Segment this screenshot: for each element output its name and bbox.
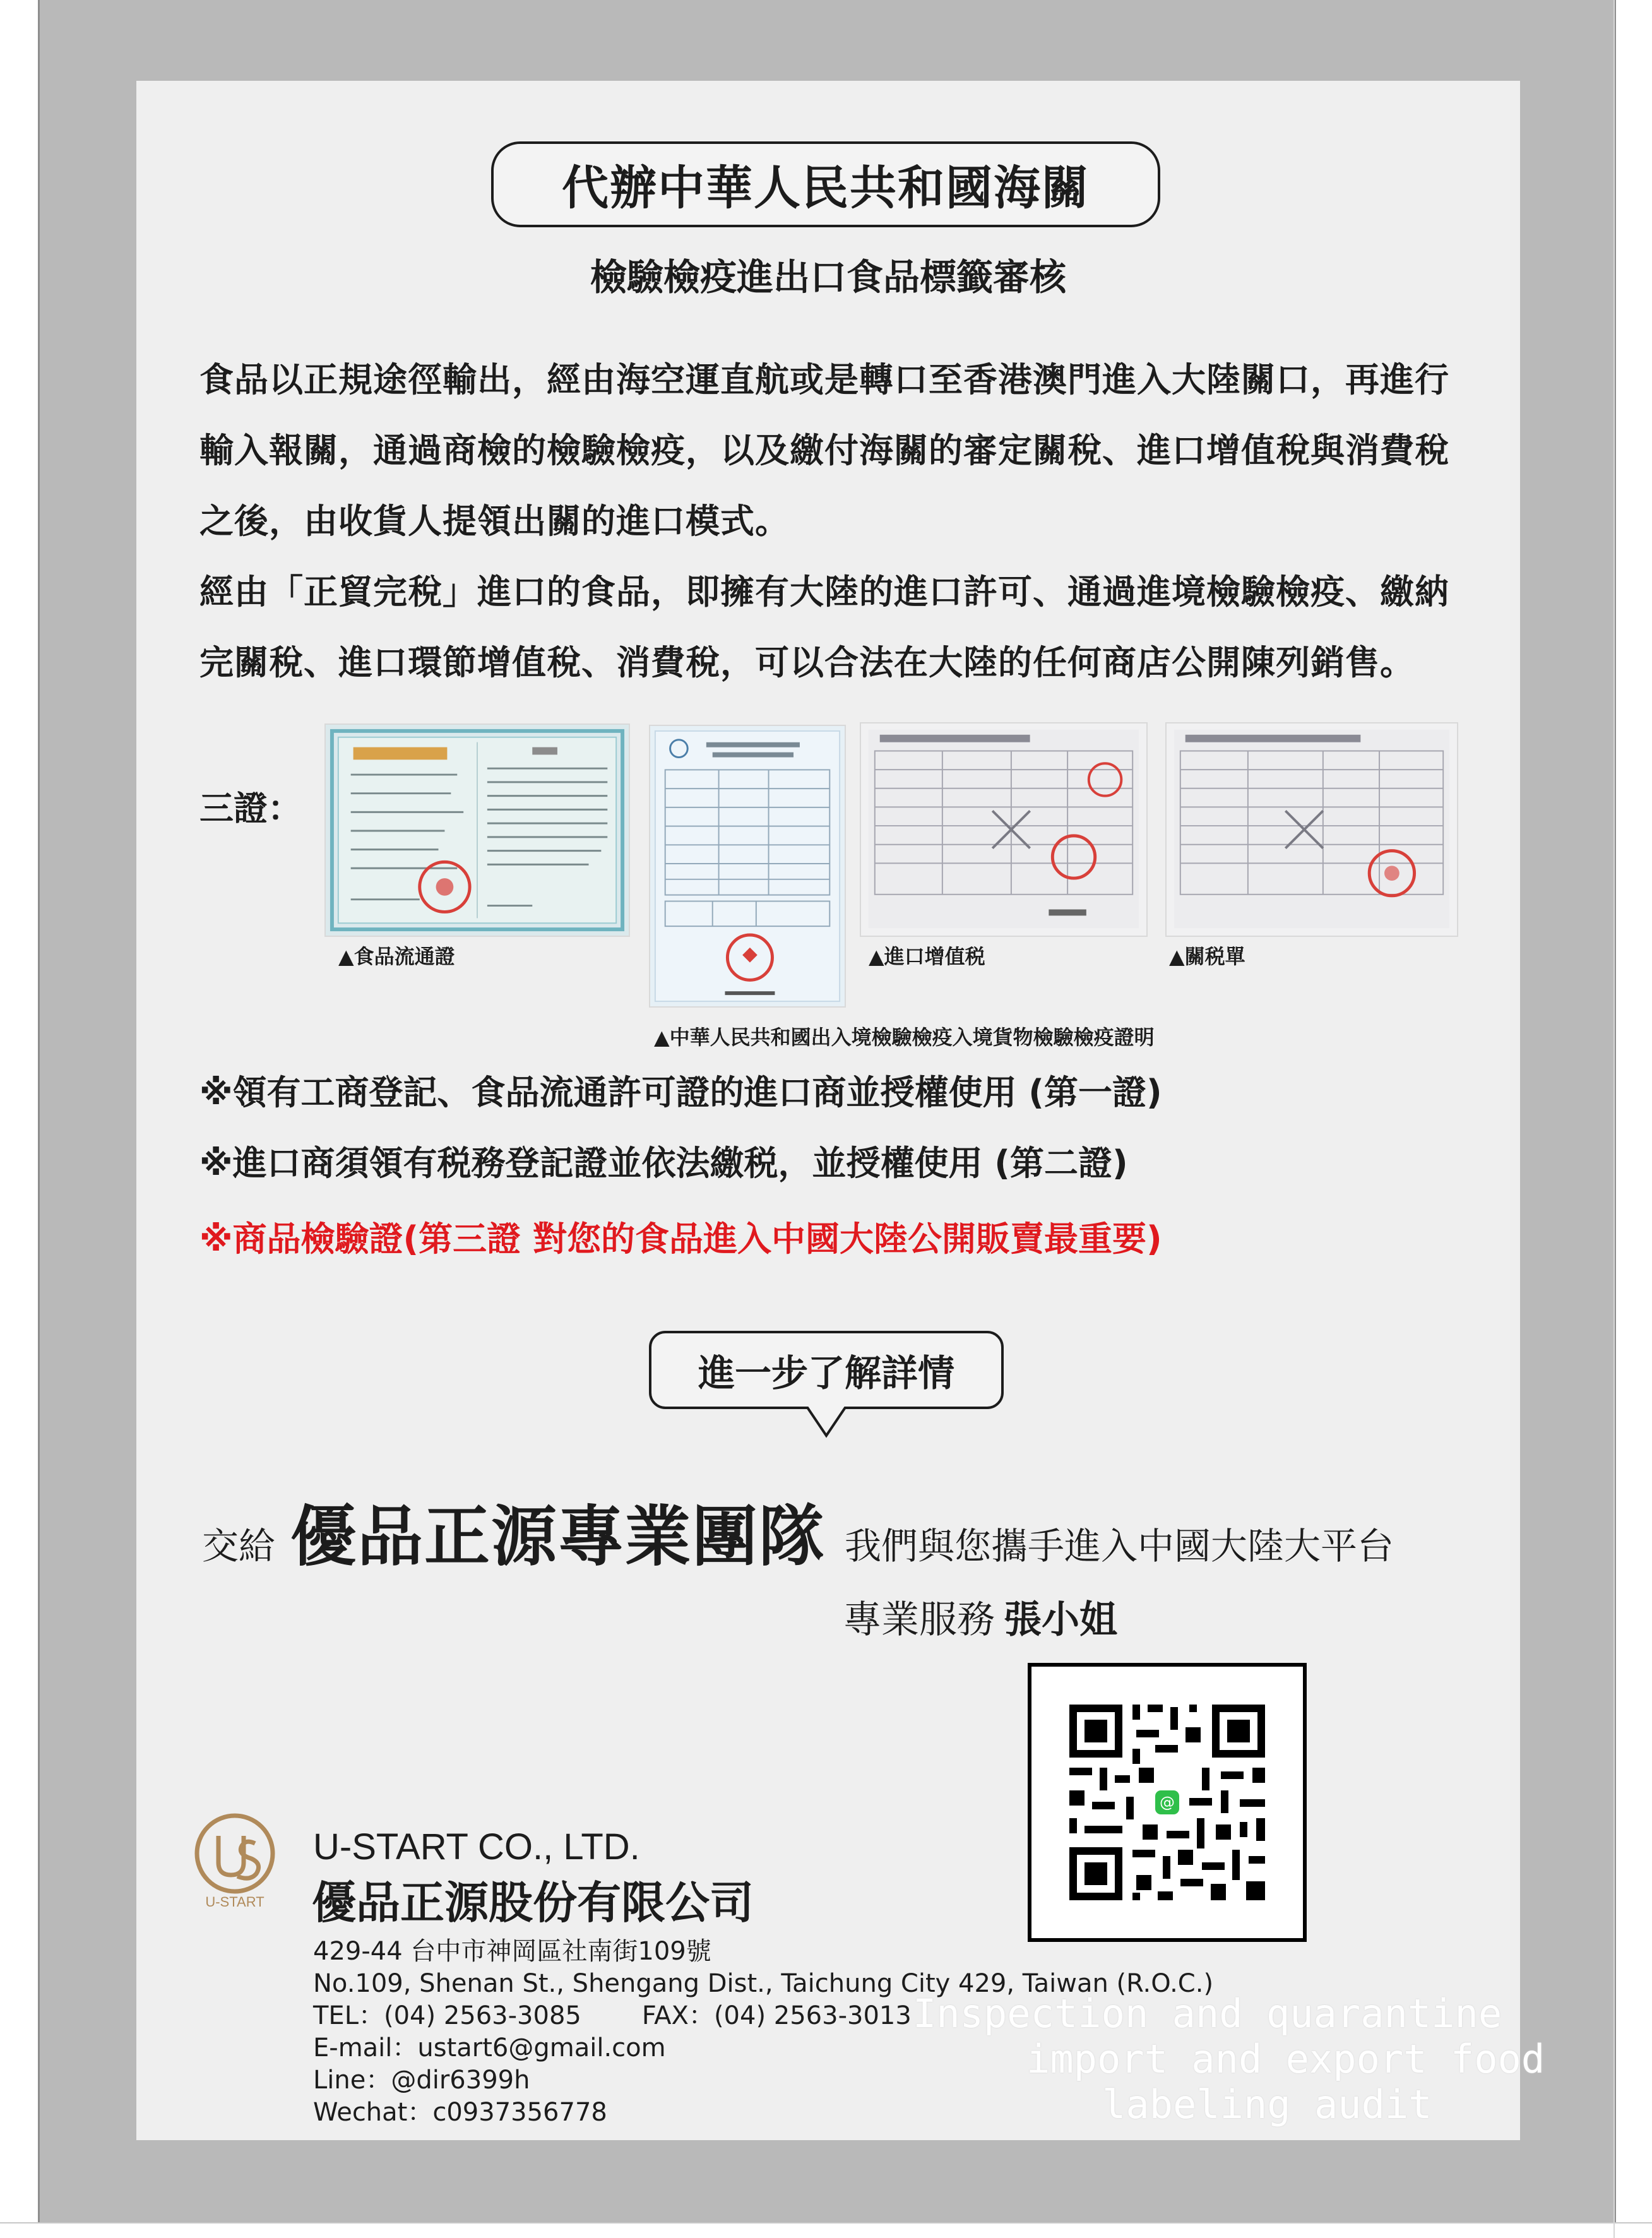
company-name-en: U-START CO., LTD. (313, 1826, 640, 1867)
handover-prefix: 交給 (202, 1525, 276, 1568)
line-id: Line：@dir6399h (313, 2066, 530, 2095)
handover-line (202, 1490, 1394, 1578)
tel: TEL：(04) 2563-3085 (313, 2001, 581, 2030)
logo-text: U-START (205, 1894, 264, 1910)
watermark-line-1: Inspection and quarantine (913, 1991, 1502, 2037)
crop-mark-right (1613, 0, 1615, 2238)
caption-food-permit: ▲食品流通證 (338, 944, 455, 968)
address-cn: 429-44 台中市神岡區社南街109號 (313, 1937, 711, 1966)
qr-code[interactable] (1028, 1663, 1307, 1942)
speech-bubble-tail (805, 1407, 847, 1438)
email[interactable]: E-mail：ustart6@gmail.com (313, 2033, 666, 2062)
qr-code-icon (1031, 1667, 1303, 1938)
customs-duty-document-image (1165, 722, 1458, 937)
intro-paragraph-1: 食品以正規途徑輸出，經由海空運直航或是轉口至香港澳門進入大陸關口，再進行輸入報關，通過商檢的檢驗檢疫，以及繳付海關的審定關稅、進口增值稅與消費稅之後，由收貨人提領出關的進口模式。 (199, 360, 1449, 541)
company-name-cn: 優品正源股份有限公司 (312, 1877, 754, 1929)
note-first-cert: ※領有工商登記、食品流通許可證的進口商並授權使用 (第一證) (199, 1073, 1162, 1112)
note-third-cert: ※商品檢驗證(第三證 對您的食品進入中國大陸公開販賣最重要) (199, 1219, 1162, 1259)
three-certs-label: 三證： (199, 789, 302, 828)
watermark (913, 1991, 1545, 2128)
team-name: 優品正源專業團隊 (290, 1498, 826, 1575)
caption-import-vat: ▲進口增值税 (869, 944, 985, 968)
handover-suffix: 我們與您攜手進入中國大陸大平台 (845, 1525, 1394, 1568)
address-en: No.109, Shenan St., Shengang Dist., Taichung City 429, Taiwan (R.O.C.) (313, 1969, 1214, 1998)
inspection-certificate-image (649, 725, 846, 1008)
fax: FAX：(04) 2563-3013 (641, 2001, 912, 2030)
wechat-id: Wechat：c0937356778 (313, 2098, 607, 2127)
flyer-page (136, 81, 1545, 2140)
watermark-line-2: import and export food (1026, 2036, 1545, 2082)
u-start-logo-icon (192, 1811, 278, 1912)
svg-text:@: @ (1160, 1794, 1175, 1811)
note-second-cert: ※進口商須領有税務登記證並依法繳税，並授權使用 (第二證) (199, 1143, 1128, 1183)
caption-customs-duty: ▲關税單 (1169, 944, 1245, 968)
page-subtitle: 檢驗檢疫進出口食品標籤審核 (590, 256, 1066, 299)
learn-more-button[interactable]: 進一步了解詳情 (649, 1331, 1004, 1409)
line-app-icon (1155, 1790, 1179, 1814)
import-vat-document-image (860, 722, 1148, 937)
service-label: 專業服務 (843, 1598, 995, 1642)
intro-paragraph-2: 經由「正貿完稅」進口的食品，即擁有大陸的進口許可、通過進境檢驗檢疫、繳納完關稅、進口環節增值稅、消費稅，可以合法在大陸的任何商店公開陳列銷售。 (199, 572, 1449, 682)
intro-text (199, 345, 1462, 698)
caption-inspection-certificate: ▲中華人民共和國出入境檢驗檢疫入境貨物檢驗檢疫證明 (654, 1025, 1155, 1049)
service-contact (843, 1590, 1117, 1644)
food-circulation-permit-image (324, 723, 630, 937)
crop-mark-bottom (0, 2222, 1652, 2223)
service-person: 張小姐 (1004, 1598, 1117, 1642)
watermark-line-3: labeling audit (1102, 2081, 1432, 2128)
page-title: 代辦中華人民共和國海關 (491, 141, 1160, 227)
